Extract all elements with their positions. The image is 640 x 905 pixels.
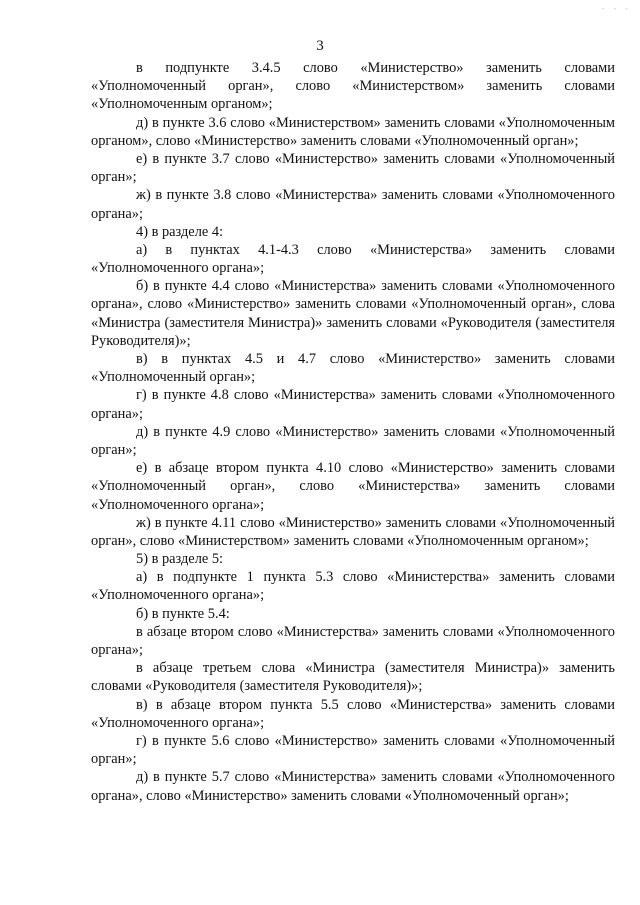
paragraph-g-4-8: г) в пункте 4.8 слово «Министерства» заменить словами «Уполномоченного органа»; <box>91 387 615 422</box>
paragraph-3-4-5: в подпункте 3.4.5 слово «Министерство» заменить словами «Уполномоченный орган», слово «Министерством» заменить словами «Уполномоченным органом»; <box>91 60 615 113</box>
paragraph-g-5-6: г) в пункте 5.6 слово «Министерство» заменить словами «Уполномоченный орган»; <box>91 732 615 768</box>
paragraph-b-4-4: б) в пункте 4.4 слово «Министерства» заменить словами «Уполномоченного органа», слово «Министерство» заменить словами «Уполномоченный орган», слова «Министра (заместителя Министра)» заменить словами «Руководителя (заместителя Руководителя)»; <box>91 278 615 349</box>
paragraph-5-4-third: в абзаце третьем слова «Министра (заместителя Министра)» заменить словами «Руководителя (заместителя Руководителя)»; <box>91 660 615 695</box>
paragraph-v-5-5: в) в абзаце втором пункта 5.5 слово «Министерства» заменить словами «Уполномоченного органа»; <box>91 696 615 731</box>
paragraph-b-5-4: б) в пункте 5.4: <box>136 605 230 622</box>
paragraph-e-3-7: е) в пункте 3.7 слово «Министерство» заменить словами «Уполномоченный орган»; <box>91 150 615 186</box>
corner-mark: - - - <box>600 4 630 13</box>
paragraph-d-3-6: д) в пункте 3.6 слово «Министерством» заменить словами «Уполномоченным органом», слово «Министерство» заменить словами «Уполномоченный орган»; <box>91 114 615 149</box>
paragraph-a-4-1: а) в пунктах 4.1-4.3 слово «Министерства» заменить словами «Уполномоченного органа»; <box>91 241 615 277</box>
paragraph-zh-3-8: ж) в пункте 3.8 слово «Министерства» заменить словами «Уполномоченного органа»; <box>91 187 615 222</box>
paragraph-e-4-10: е) в абзаце втором пункта 4.10 слово «Министерство» заменить словами «Уполномоченный орган», слово «Министерства» заменить словами «Уполномоченного органа»; <box>91 460 615 513</box>
section-5-heading: 5) в разделе 5: <box>136 551 224 568</box>
document-body <box>91 59 615 805</box>
page-number: 3 <box>316 38 324 54</box>
paragraph-5-4-second: в абзаце втором слово «Министерства» заменить словами «Уполномоченного органа»; <box>91 623 615 658</box>
paragraph-zh-4-11: ж) в пункте 4.11 слово «Министерство» заменить словами «Уполномоченный орган», слово «Министерством» заменить словами «Уполномоченным органом»; <box>91 514 615 549</box>
section-4-heading: 4) в разделе 4: <box>136 223 224 240</box>
paragraph-d-5-7: д) в пункте 5.7 слово «Министерства» заменить словами «Уполномоченного органа», слово «Министерство» заменить словами «Уполномоченный орган»; <box>91 769 615 804</box>
paragraph-a-5-3: а) в подпункте 1 пункта 5.3 слово «Министерства» заменить словами «Уполномоченного органа»; <box>91 569 615 604</box>
paragraph-d-4-9: д) в пункте 4.9 слово «Министерство» заменить словами «Уполномоченный орган»; <box>91 423 615 458</box>
paragraph-v-4-5: в) в пунктах 4.5 и 4.7 слово «Министерство» заменить словами «Уполномоченный орган»; <box>91 351 615 386</box>
